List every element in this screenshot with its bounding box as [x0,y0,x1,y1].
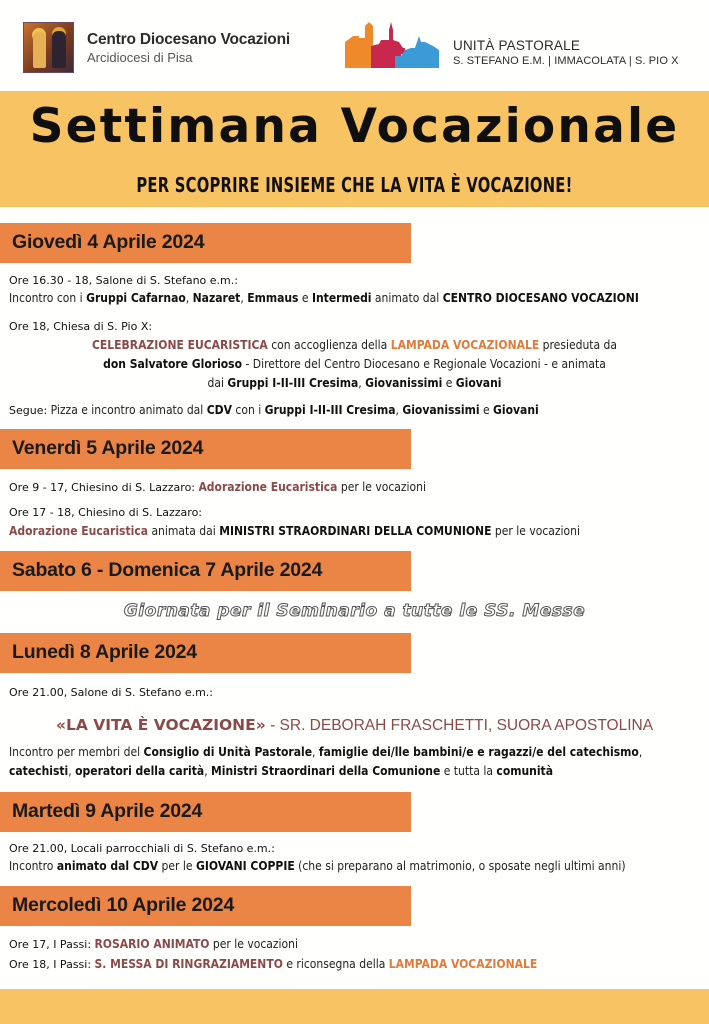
day-header [0,792,411,832]
event-desc-line: catechisti, operatori della carità, Ministri Straordinari della Comunione e tutta la comunità [9,764,554,778]
event-title: «LA VITA È VOCAZIONE» - SR. DEBORAH FRASCHETTI, SUORA APOSTOLINA [55,716,654,734]
event-desc-line: Incontro per membri del Consiglio di Unità Pastorale, famiglie dei/lle bambini/e e ragazzi/e del catechismo, [9,745,643,759]
event-desc: Segue: Pizza e incontro animato dal CDV con i Gruppi I-II-III Cresima, Giovanissimi e Giovani [9,403,539,417]
page-subtitle: PER SCOPRIRE INSIEME CHE LA VITA È VOCAZIONE! [136,173,573,197]
event-desc: Ore 9 - 17, Chiesino di S. Lazzaro: Adorazione Eucaristica per le vocazioni [9,480,426,494]
cdv-subtitle: Arcidiocesi di Pisa [87,50,193,65]
day-header [0,633,411,673]
day-header [0,429,411,469]
event-desc-line: CELEBRAZIONE EUCARISTICA con accoglienza della LAMPADA VOCAZIONALE presieduta da [91,338,618,352]
day-label: Lunedì 8 Aprile 2024 [12,641,197,663]
event-desc: Adorazione Eucaristica animata dai MINISTRI STRAORDINARI DELLA COMUNIONE per le vocazioni [9,524,580,538]
day-label: Mercoledì 10 Aprile 2024 [12,894,235,916]
church-skyline-icon [345,20,447,68]
day-header [0,223,411,263]
page-title: Settimana Vocazionale [29,99,680,154]
day-label: Venerdì 5 Aprile 2024 [12,437,204,459]
event-when: Ore 16.30 - 18, Salone di S. Stefano e.m.: [9,274,238,287]
day-header [0,551,411,591]
event-when: Ore 18, Chiesa di S. Pio X: [9,320,153,333]
day-header [0,886,411,926]
event-desc: Incontro animato dal CDV per le GIOVANI COPPIE (che si preparano al matrimonio, o sposate negli ultimi anni) [9,859,626,873]
day-label: Giovedì 4 Aprile 2024 [12,231,205,253]
unita-pastorale-subtitle: S. STEFANO E.M. | IMMACOLATA | S. PIO X [453,55,679,67]
event-desc: Ore 17, I Passi: ROSARIO ANIMATO per le vocazioni [9,937,299,951]
event-desc: Incontro con i Gruppi Cafarnao, Nazaret, Emmaus e Intermedi animato dal CENTRO DIOCESANO VOCAZIONI [9,291,639,305]
event-when: Ore 21.00, Salone di S. Stefano e.m.: [9,686,213,699]
event-desc-line: don Salvatore Glorioso - Direttore del Centro Diocesano e Regionale Vocazioni - e animata [103,357,606,371]
header-logos [0,0,709,90]
event-when: Ore 21.00, Locali parrocchiali di S. Stefano e.m.: [9,842,275,855]
cdv-title: Centro Diocesano Vocazioni [87,31,290,48]
event-when: Ore 17 - 18, Chiesino di S. Lazzaro: [9,506,202,519]
icon-saints-image [23,22,74,73]
unita-pastorale-title: UNITÀ PASTORALE [453,38,581,53]
event-desc-line: dai Gruppi I-II-III Cresima, Giovanissimi e Giovani [207,376,502,390]
day-label: Sabato 6 - Domenica 7 Aprile 2024 [12,559,323,581]
seminario-highlight: Giornata per il Seminario a tutte le SS. Messe [123,601,586,621]
day-label: Martedì 9 Aprile 2024 [12,800,203,822]
footer-bar [0,989,709,1024]
event-desc: Ore 18, I Passi: S. MESSA DI RINGRAZIAMENTO e riconsegna della LAMPADA VOCAZIONALE [9,957,538,971]
